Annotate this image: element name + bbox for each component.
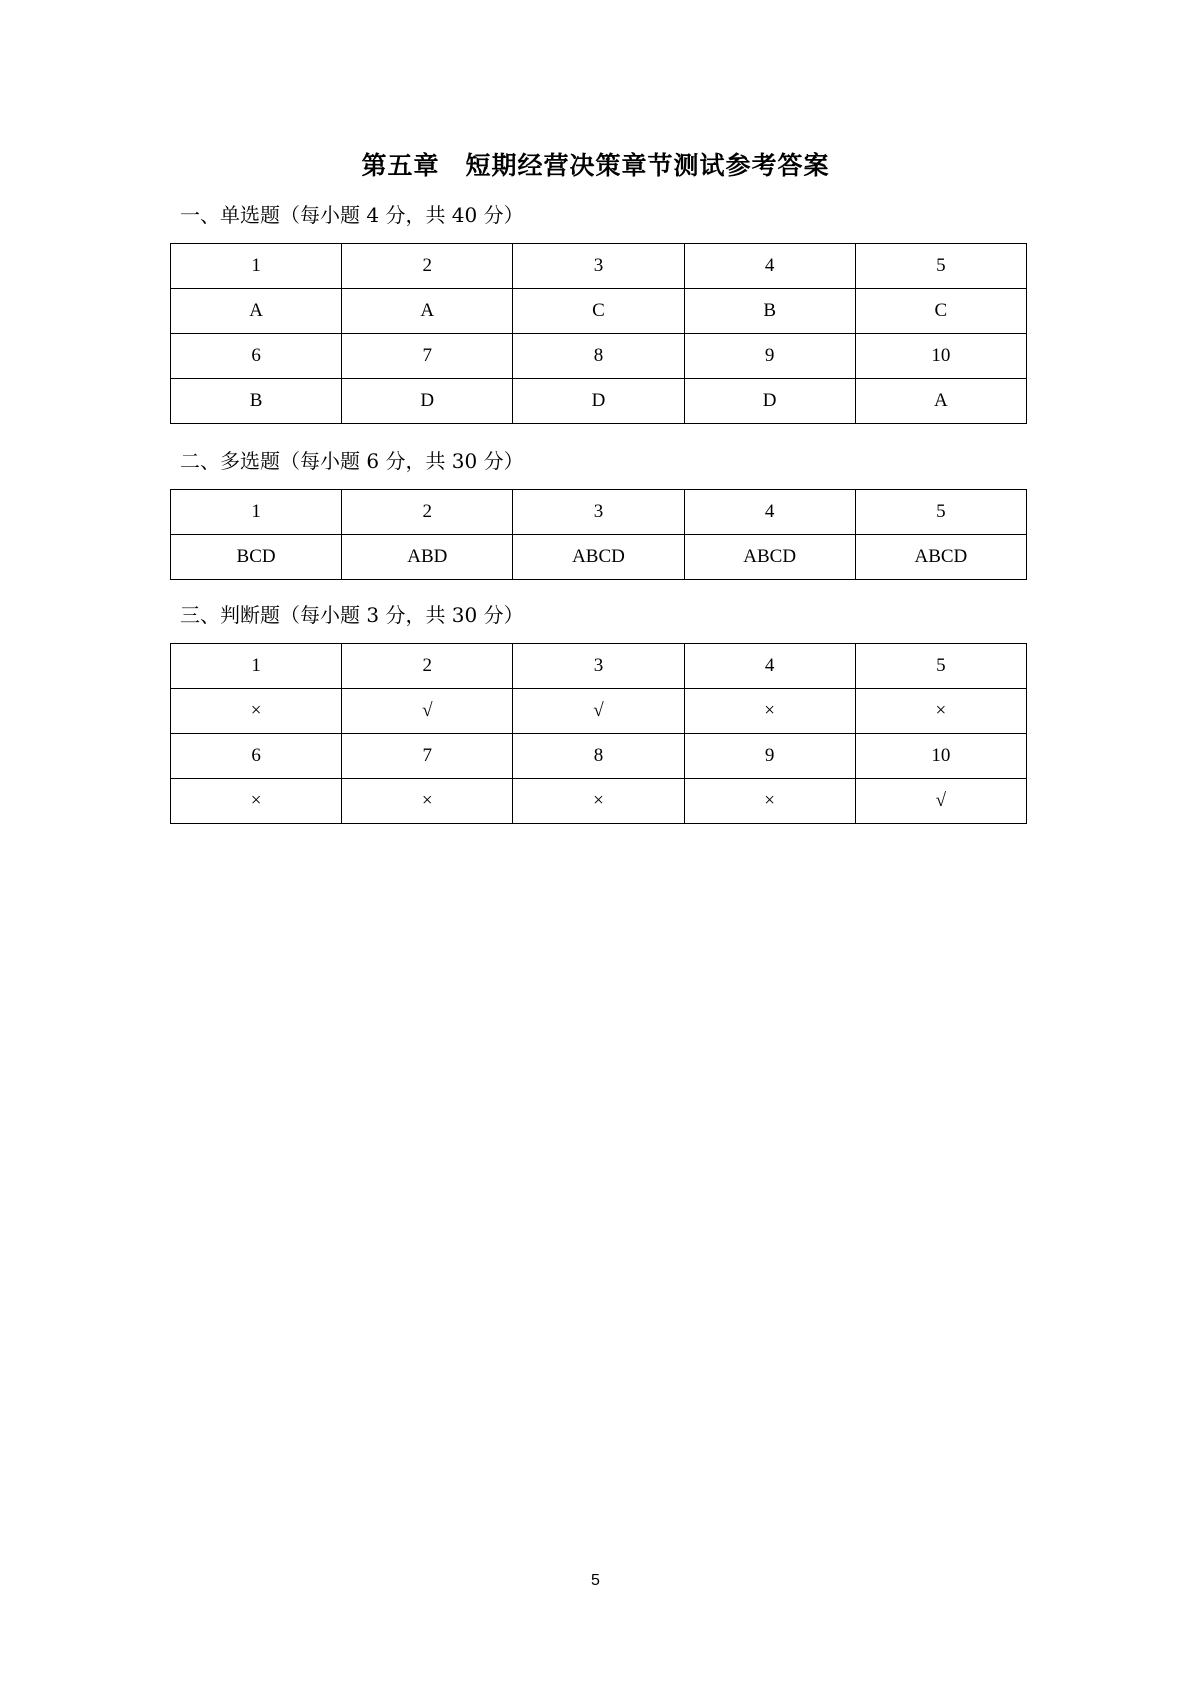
question-number-cell: 7 — [342, 734, 513, 779]
answer-cell: × — [342, 779, 513, 824]
page-number: 5 — [591, 1572, 600, 1589]
answer-cell: A — [342, 289, 513, 334]
answer-cell: D — [342, 379, 513, 424]
answer-cell: B — [171, 379, 342, 424]
table-row — [171, 334, 1027, 379]
question-number-cell: 1 — [171, 644, 342, 689]
multiple-choice-answer-table — [170, 489, 1027, 580]
table-row — [171, 289, 1027, 334]
answer-cell: × — [513, 779, 684, 824]
question-number-cell: 9 — [684, 734, 855, 779]
question-number-cell: 3 — [513, 644, 684, 689]
single-choice-answer-table — [170, 243, 1027, 424]
page-title: 第五章 短期经营决策章节测试参考答案 — [361, 151, 830, 180]
answer-cell: ABCD — [855, 535, 1026, 580]
question-number-cell: 6 — [171, 734, 342, 779]
section-heading-single-choice: 一、单选题（每小题 4 分，共 40 分） — [180, 203, 524, 227]
question-number-cell: 8 — [513, 334, 684, 379]
answer-cell: D — [513, 379, 684, 424]
answer-cell: × — [855, 689, 1026, 734]
section-heading-multiple-choice: 二、多选题（每小题 6 分，共 30 分） — [180, 449, 524, 473]
answer-cell: ABD — [342, 535, 513, 580]
section-heading-true-false: 三、判断题（每小题 3 分，共 30 分） — [180, 603, 524, 627]
answer-cell: √ — [342, 689, 513, 734]
answer-cell: √ — [855, 779, 1026, 824]
answer-cell: A — [171, 289, 342, 334]
question-number-cell: 5 — [855, 490, 1026, 535]
question-number-cell: 5 — [855, 244, 1026, 289]
answer-cell: × — [684, 689, 855, 734]
answer-cell: ABCD — [684, 535, 855, 580]
answer-cell: D — [684, 379, 855, 424]
question-number-cell: 4 — [684, 490, 855, 535]
question-number-cell: 2 — [342, 244, 513, 289]
question-number-cell: 4 — [684, 644, 855, 689]
table-row — [171, 779, 1027, 824]
table-row — [171, 379, 1027, 424]
question-number-cell: 3 — [513, 244, 684, 289]
table-row — [171, 535, 1027, 580]
answer-cell: √ — [513, 689, 684, 734]
answer-cell: C — [513, 289, 684, 334]
answer-cell: × — [171, 779, 342, 824]
question-number-cell: 1 — [171, 244, 342, 289]
true-false-answer-table — [170, 643, 1027, 824]
answer-cell: ABCD — [513, 535, 684, 580]
question-number-cell: 9 — [684, 334, 855, 379]
table-row — [171, 244, 1027, 289]
answer-cell: B — [684, 289, 855, 334]
question-number-cell: 1 — [171, 490, 342, 535]
table-row — [171, 644, 1027, 689]
table-row — [171, 490, 1027, 535]
table-row — [171, 689, 1027, 734]
answer-cell: × — [171, 689, 342, 734]
question-number-cell: 2 — [342, 490, 513, 535]
question-number-cell: 5 — [855, 644, 1026, 689]
answer-cell: A — [855, 379, 1026, 424]
question-number-cell: 6 — [171, 334, 342, 379]
answer-cell: BCD — [171, 535, 342, 580]
answer-cell: C — [855, 289, 1026, 334]
answer-cell: × — [684, 779, 855, 824]
question-number-cell: 2 — [342, 644, 513, 689]
question-number-cell: 8 — [513, 734, 684, 779]
question-number-cell: 10 — [855, 734, 1026, 779]
question-number-cell: 4 — [684, 244, 855, 289]
question-number-cell: 7 — [342, 334, 513, 379]
question-number-cell: 3 — [513, 490, 684, 535]
question-number-cell: 10 — [855, 334, 1026, 379]
table-row — [171, 734, 1027, 779]
